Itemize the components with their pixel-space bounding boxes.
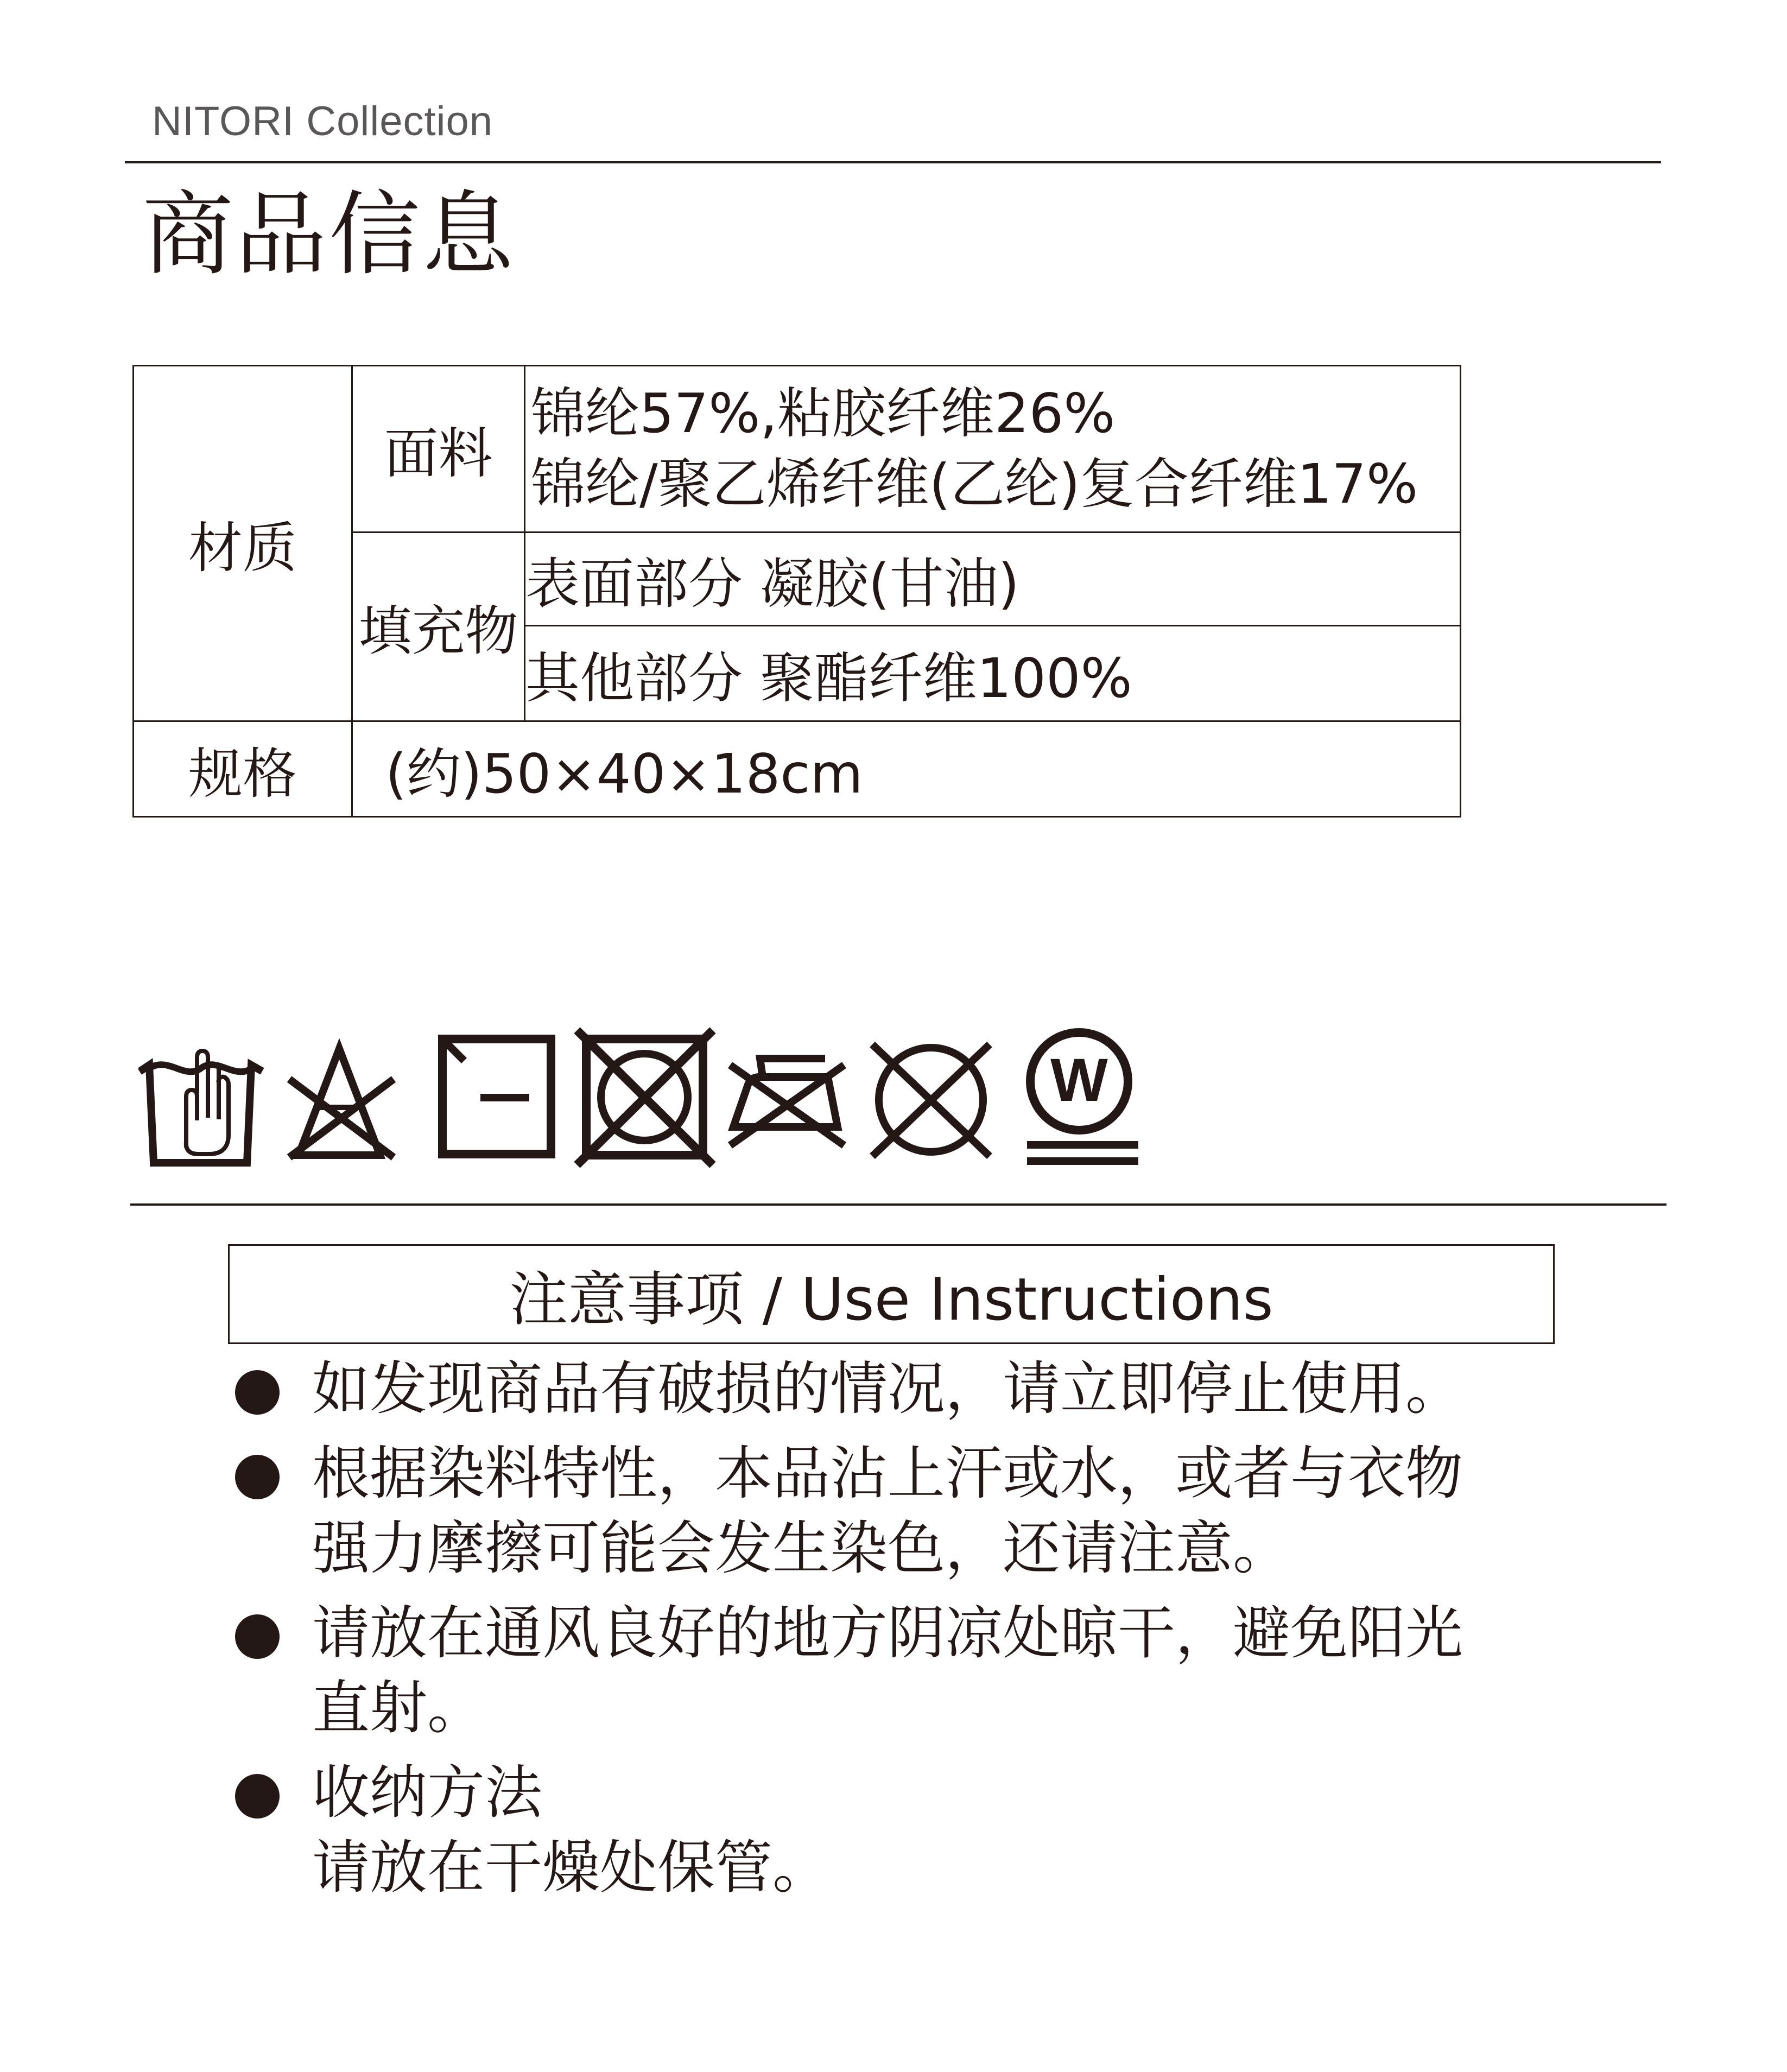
no-dry-clean-icon [872,1044,990,1156]
note-line: 直射。 [312,1675,485,1741]
note-line: 根据染料特性，本品沾上汗或水，或者与衣物 [312,1440,1463,1507]
material-label: 材质 [134,366,352,721]
middle-divider [130,1203,1666,1206]
list-item [233,1352,1590,1427]
bullet-icon [235,1614,280,1659]
size-value: (约)50×40×18cm [352,721,1461,817]
top-divider [125,161,1661,163]
list-item [233,1756,1590,1905]
filling-other: 其他部分 聚酯纤维100% [525,626,1461,721]
no-bleach-icon [289,1049,394,1157]
fabric-value [525,366,1461,533]
bullet-icon [235,1455,280,1499]
bullet-icon [235,1370,280,1415]
fabric-line-2: 锦纶/聚乙烯纤维(乙纶)复合纤维17% [531,452,1418,516]
care-symbols [138,1026,1159,1173]
brand-label: NITORI Collection [152,98,493,144]
list-item [233,1436,1590,1586]
fabric-label: 面料 [352,366,525,533]
notice-title: 注意事项 / Use Instructions [509,1265,1273,1334]
notes-list [233,1352,1590,1908]
notice-header [228,1244,1555,1344]
filling-label: 填充物 [352,533,525,721]
page-title: 商品信息 [142,181,516,288]
wet-clean-letter: W [1050,1046,1108,1114]
note-line: 请放在通风良好的地方阴凉处晾干，避免阳光 [312,1600,1463,1667]
fabric-line-1: 锦纶57%,粘胶纤维26% [531,382,1116,445]
size-label: 规格 [134,721,352,817]
note-line: 请放在干燥处保管。 [312,1834,830,1901]
note-line: 强力摩擦可能会发生染色，还请注意。 [312,1515,1290,1582]
no-iron-icon [730,1059,844,1145]
list-item [233,1596,1590,1746]
no-tumble-dry-icon [577,1030,713,1165]
wet-clean-gentle-icon [1027,1032,1138,1165]
filling-surface: 表面部分 凝胶(甘油) [525,533,1461,626]
bullet-icon [235,1774,280,1818]
flat-dry-shade-icon [442,1039,551,1154]
note-line: 收纳方法 [312,1759,542,1826]
note-line: 如发现商品有破损的情况，请立即停止使用。 [312,1355,1463,1422]
hand-wash-icon [143,1051,259,1163]
spec-table [132,365,1461,818]
